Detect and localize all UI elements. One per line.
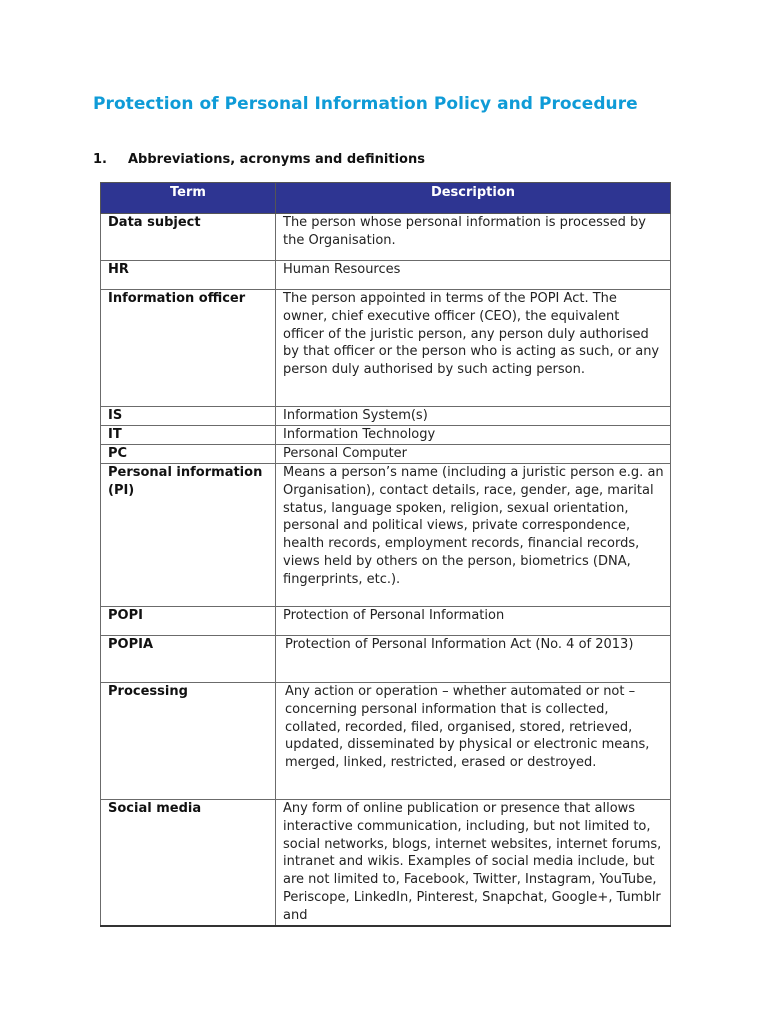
table-row [101, 426, 671, 445]
term-cell: Data subject [101, 214, 276, 261]
description-cell: Information System(s) [276, 407, 671, 426]
table-row [101, 445, 671, 464]
table-row [101, 407, 671, 426]
table-row [101, 800, 671, 926]
description-cell: Personal Computer [276, 445, 671, 464]
table-header-row [101, 183, 671, 214]
term-cell: IT [101, 426, 276, 445]
table-row [101, 607, 671, 636]
description-cell: The person whose personal information is processed by the Organisation. [276, 214, 671, 261]
term-cell: Personal information (PI) [101, 464, 276, 607]
description-cell: Any form of online publication or presence that allows interactive communication, including, but not limited to, social networks, blogs, internet websites, internet forums, intranet and wikis. Examples of social media include, but are not limited to, Facebook, Twitter, Instagram, YouTube, Periscope, LinkedIn, Pinterest, Snapchat, Google+, Tumblr and [276, 800, 671, 926]
table-row [101, 261, 671, 290]
description-cell: Human Resources [276, 261, 671, 290]
table-row [101, 214, 671, 261]
table-row [101, 290, 671, 407]
column-header-term: Term [101, 183, 276, 214]
section-number: 1. [93, 152, 107, 167]
term-cell: HR [101, 261, 276, 290]
table-row [101, 683, 671, 800]
section-heading-text: Abbreviations, acronyms and definitions [128, 152, 425, 167]
description-cell: Protection of Personal Information Act (No. 4 of 2013) [276, 636, 671, 683]
document-title: Protection of Personal Information Policy and Procedure [93, 94, 638, 114]
term-cell: Information officer [101, 290, 276, 407]
term-cell: PC [101, 445, 276, 464]
section-heading [93, 152, 425, 167]
table-row [101, 636, 671, 683]
term-cell: IS [101, 407, 276, 426]
description-cell: The person appointed in terms of the POPI Act. The owner, chief executive officer (CEO), the equivalent officer of the juristic person, any person duly authorised by that officer or the person who is acting as such, or any person duly authorised by such acting person. [276, 290, 671, 407]
term-cell: POPIA [101, 636, 276, 683]
description-cell: Any action or operation – whether automated or not – concerning personal information that is collected, collated, recorded, filed, organised, stored, retrieved, updated, disseminated by physical or electronic means, merged, linked, restricted, erased or destroyed. [276, 683, 671, 800]
table-row [101, 464, 671, 607]
description-cell: Information Technology [276, 426, 671, 445]
term-cell: POPI [101, 607, 276, 636]
description-cell: Protection of Personal Information [276, 607, 671, 636]
definitions-table [100, 182, 671, 927]
column-header-description: Description [276, 183, 671, 214]
description-cell: Means a person’s name (including a juristic person e.g. an Organisation), contact details, race, gender, age, marital status, language spoken, religion, sexual orientation, personal and political views, private correspondence, health records, employment records, financial records, views held by others on the person, biometrics (DNA, fingerprints, etc.). [276, 464, 671, 607]
term-cell: Processing [101, 683, 276, 800]
term-cell: Social media [101, 800, 276, 926]
